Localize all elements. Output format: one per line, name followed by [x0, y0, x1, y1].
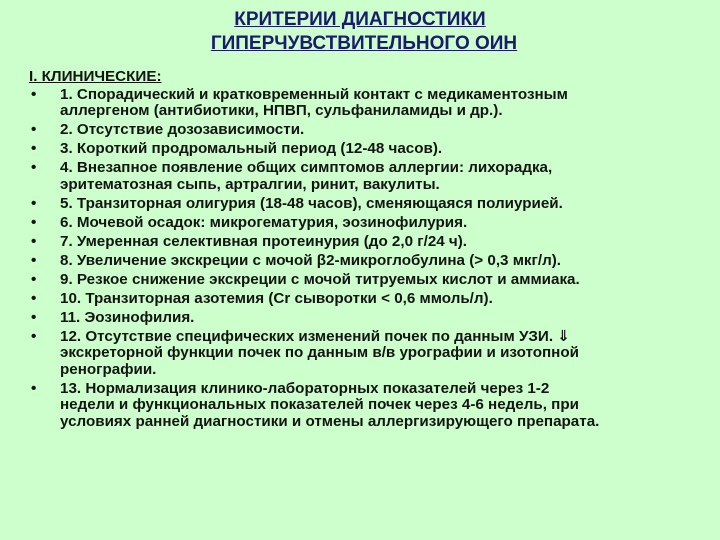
list-item-text: 4. Внезапное появление общих симптомов аллергии: лихорадка, [60, 159, 553, 176]
bullet-icon: • [31, 121, 37, 138]
list-item [29, 310, 709, 327]
list-item [29, 160, 709, 193]
list-item-text: 6. Мочевой осадок: микрогематурия, эозинофилурия. [60, 213, 468, 231]
list-item-text: 11. Эозинофилия. [60, 308, 195, 326]
bullet-icon: • [31, 85, 37, 103]
list-item-text: эритематозная сыпь, артралгии, ринит, вакулиты. [60, 175, 440, 193]
list-item [29, 272, 709, 289]
bullet-icon: • [31, 379, 37, 397]
list-item [29, 87, 709, 120]
list-item [29, 141, 709, 158]
bullet-icon: • [31, 140, 37, 157]
slide-title [0, 8, 720, 56]
list-item-text: 7. Умеренная селективная протеинурия (до 2,0 г/24 ч). [60, 232, 468, 250]
bullet-icon: • [31, 270, 37, 288]
list-item-text: 1. Спорадический и кратковременный контакт с медикаментозным [60, 85, 568, 103]
list-item-text: условиях ранней диагностики и отмены аллергизирующего препарата. [60, 412, 600, 430]
list-item-text: аллергеном (антибиотики, НПВП, сульфаниламиды и др.). [60, 102, 503, 119]
title-line-1: КРИТЕРИИ ДИАГНОСТИКИ [234, 9, 486, 30]
title-line-2: ГИПЕРЧУВСТВИТЕЛЬНОГО ОИН [210, 33, 518, 54]
list-item-text: ренографии. [60, 360, 157, 378]
section-heading: I. КЛИНИЧЕСКИЕ: [29, 68, 162, 85]
list-item [29, 253, 709, 270]
list-item-text: 10. Транзиторная азотемия (Cr сыворотки < 0,6 ммоль/л). [60, 289, 493, 307]
bullet-icon: • [31, 251, 37, 269]
list-item [29, 122, 709, 139]
slide-content [29, 69, 709, 433]
list-item [29, 291, 709, 308]
list-item-text: экскреторной функции почек по данным в/в урографии и изотопной [60, 344, 579, 361]
list-item-text: 13. Нормализация клинико-лабораторных показателей через 1-2 [60, 379, 550, 397]
bullet-icon: • [31, 308, 37, 326]
list-item-text: 12. Отсутствие специфических изменений почек по данным УЗИ. ⇓ [60, 327, 571, 345]
list-item-text: 9. Резкое снижение экскреции с мочой титруемых кислот и аммиака. [60, 270, 580, 288]
list-item-text: недели и функциональных показателей почек через 4-6 недель, при [60, 396, 579, 413]
list-item [29, 381, 709, 431]
list-item [29, 329, 709, 379]
bullet-icon: • [31, 232, 37, 250]
list-item [29, 196, 709, 213]
bullet-icon: • [31, 289, 37, 307]
bullet-icon: • [31, 159, 37, 176]
list-item-text: 2. Отсутствие дозозависимости. [60, 121, 305, 138]
bullet-icon: • [31, 327, 37, 345]
list-item-text: 3. Короткий продромальный период (12-48 часов). [60, 140, 443, 157]
list-item [29, 234, 709, 251]
bullet-icon: • [31, 194, 37, 212]
bullet-icon: • [31, 213, 37, 231]
list-item [29, 215, 709, 232]
list-item-text: 5. Транзиторная олигурия (18-48 часов), сменяющаяся полиурией. [60, 194, 563, 212]
list-item-text: 8. Увеличение экскреции с мочой β2-микроглобулина (> 0,3 мкг/л). [60, 251, 562, 269]
criteria-list [29, 87, 709, 431]
